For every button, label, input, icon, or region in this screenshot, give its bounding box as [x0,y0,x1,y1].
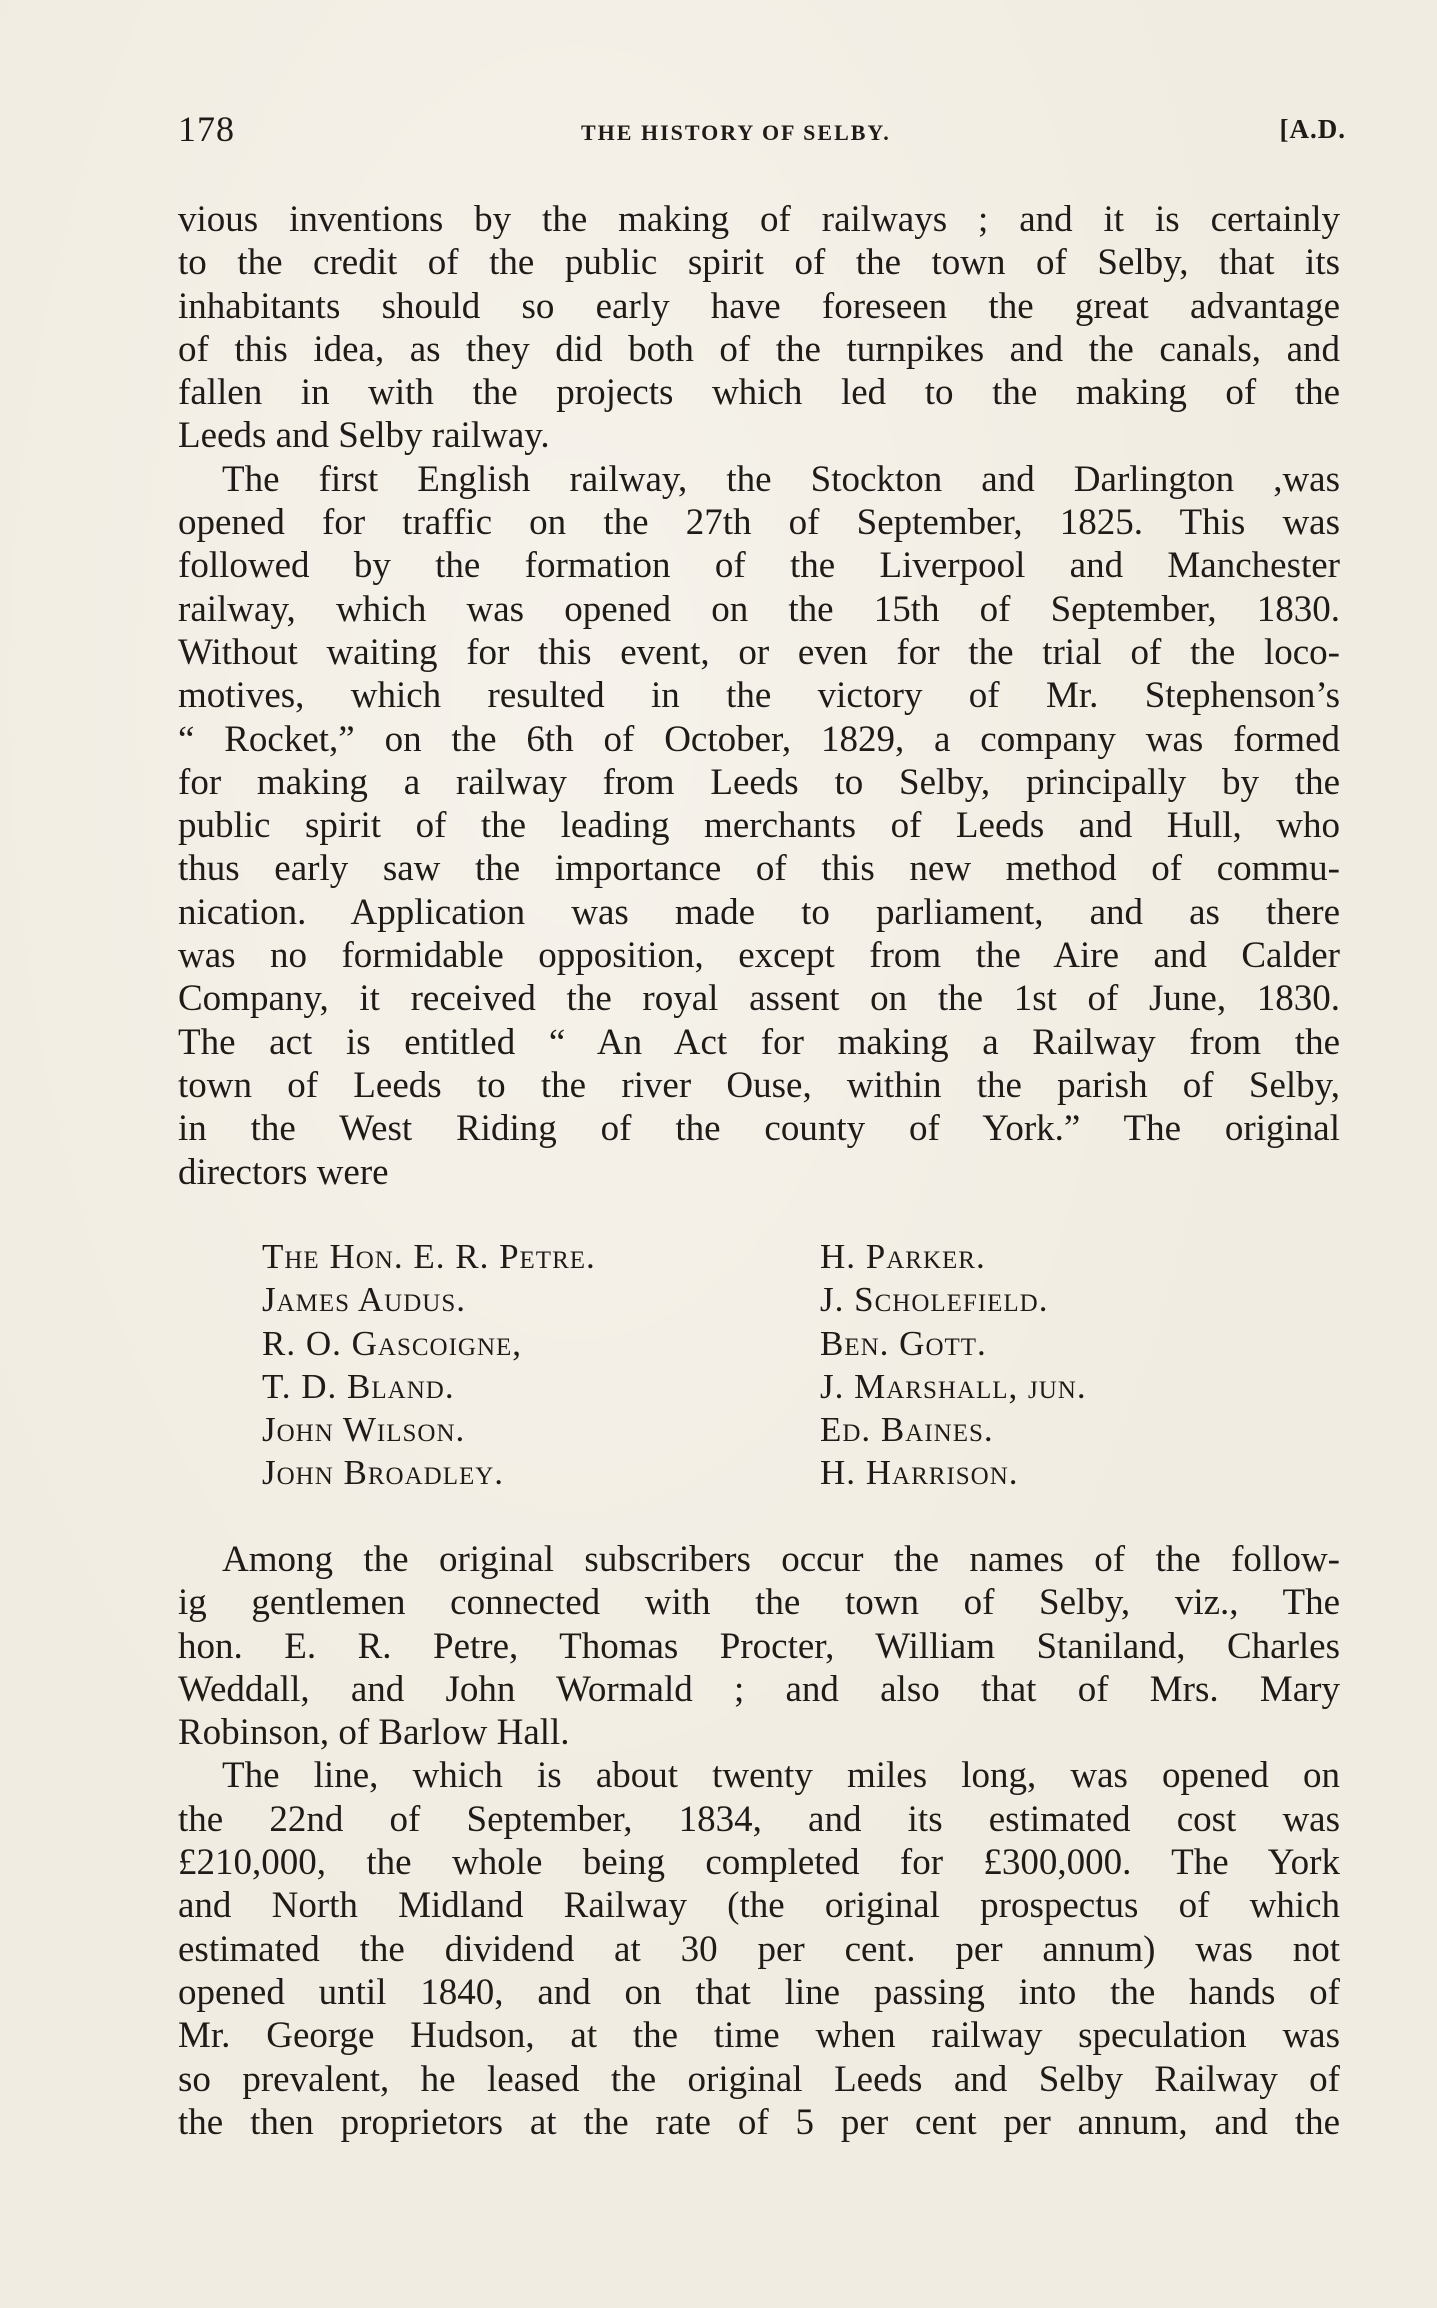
text-line: Company, it received the royal assent on the 1st of June, 1830. [178,978,1340,1020]
director-name: Ed. Baines. [820,1410,994,1450]
directors-column-left [262,1235,596,1495]
text-line: town of Leeds to the river Ouse, within the parish of Selby, [178,1064,1340,1106]
text-line: fallen in with the projects which led to the making of the [178,372,1340,414]
text-line: opened until 1840, and on that line passing into the hands of [178,1971,1340,2013]
director-name: R. O. Gascoigne, [262,1323,523,1363]
text-line: public spirit of the leading merchants of Leeds and Hull, who [178,805,1340,847]
director-name: The Hon. E. R. Petre. [262,1237,596,1276]
running-head [176,108,1346,152]
running-title: THE HISTORY OF SELBY. [581,120,891,145]
text-line: The line, which is about twenty miles long, was opened on [222,1755,1340,1797]
date-bracket-tag: [A.D. [1279,114,1346,144]
director-name: J. Scholefield. [820,1280,1049,1320]
text-line: in the West Riding of the county of York.” The original [178,1108,1340,1150]
text-line: ig gentlemen connected with the town of Selby, viz., The [178,1582,1340,1624]
text-line: Leeds and Selby railway. [178,415,550,457]
text-line: The act is entitled “ An Act for making a Railway from the [178,1021,1340,1063]
text-line: hon. E. R. Petre, Thomas Procter, William Staniland, Charles [178,1625,1340,1667]
text-line: vious inventions by the making of railways ; and it is certainly [178,199,1340,240]
directors-column-right [820,1235,1087,1495]
text-line: the then proprietors at the rate of 5 per cent per annum, and the [178,2101,1340,2143]
director-name: J. Marshall, jun. [820,1366,1087,1406]
text-line: Robinson, of Barlow Hall. [178,1712,570,1754]
page-number: 178 [178,109,235,149]
text-line: was no formidable opposition, except from the Aire and Calder [178,935,1340,977]
text-line: the 22nd of September, 1834, and its estimated cost was [178,1798,1340,1840]
text-line: Mr. George Hudson, at the time when railway speculation was [178,2015,1340,2057]
text-line: railway, which was opened on the 15th of September, 1830. [178,588,1340,630]
director-name: John Wilson. [262,1410,466,1450]
director-name: John Broadley. [262,1453,505,1493]
text-line: for making a railway from Leeds to Selby, principally by the [178,761,1340,803]
text-line: inhabitants should so early have foreseen the great advantage [178,285,1340,327]
text-line: estimated the dividend at 30 per cent. per annum) was not [178,1928,1340,1970]
body-text-part-2 [178,1538,1340,2144]
text-line: directors were [178,1151,389,1193]
text-line: to the credit of the public spirit of the town of Selby, that its [178,242,1340,284]
director-name: Ben. Gott. [820,1323,987,1363]
text-line: followed by the formation of the Liverpool and Manchester [178,545,1340,587]
text-line: so prevalent, he leased the original Leeds and Selby Railway of [178,2058,1340,2100]
text-line: motives, which resulted in the victory of Mr. Stephenson’s [178,675,1340,717]
text-line: thus early saw the importance of this new method of commu- [178,848,1340,890]
text-line: The first English railway, the Stockton and Darlington ,was [222,458,1340,500]
director-name: H. Parker. [820,1237,986,1276]
text-line: Without waiting for this event, or even for the trial of the loco- [178,631,1340,673]
text-line: Among the original subscribers occur the names of the follow- [222,1539,1340,1580]
text-line: and North Midland Railway (the original prospectus of which [178,1885,1340,1927]
director-name: H. Harrison. [820,1453,1019,1493]
body-text-part-1 [178,198,1340,1194]
text-line: opened for traffic on the 27th of September, 1825. This was [178,502,1340,544]
text-line: nication. Application was made to parliament, and as there [178,891,1340,933]
text-line: Weddall, and John Wormald ; and also that of Mrs. Mary [178,1668,1340,1710]
text-line: “ Rocket,” on the 6th of October, 1829, a company was formed [178,718,1340,760]
director-name: T. D. Bland. [262,1366,455,1406]
text-line: of this idea, as they did both of the turnpikes and the canals, and [178,328,1340,370]
director-name: James Audus. [262,1280,466,1320]
text-line: £210,000, the whole being completed for £300,000. The York [178,1842,1340,1884]
